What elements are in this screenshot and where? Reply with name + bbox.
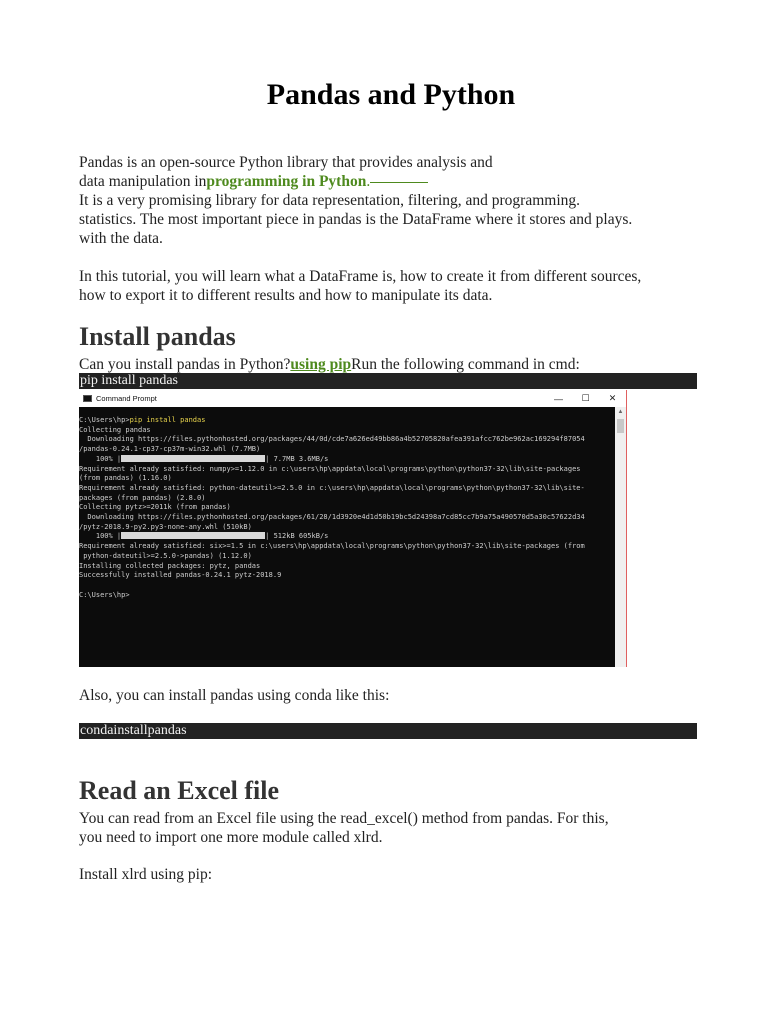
intro-line-1: Pandas is an open-source Python library that provides analysis and xyxy=(79,154,493,171)
scroll-up-icon[interactable]: ▲ xyxy=(617,409,624,415)
conda-paragraph xyxy=(79,686,699,705)
cmd-progress-line: 100% | | 7.7MB 3.6MB/s xyxy=(95,454,329,463)
cmd-output xyxy=(79,407,615,667)
conda-line: Also, you can install pandas using conda like this: xyxy=(79,687,390,704)
progress-bar xyxy=(121,455,265,462)
install-text-suffix: Run the following command in cmd: xyxy=(351,356,580,373)
progress-stats: 512kB 605kB/s xyxy=(273,532,329,541)
cmd-output-line: Collecting pandas xyxy=(79,425,151,434)
close-button[interactable]: ✕ xyxy=(608,393,617,403)
xlrd-paragraph xyxy=(79,865,699,884)
read-excel-heading: Read an Excel file xyxy=(79,776,280,805)
scrollbar-thumb[interactable] xyxy=(617,419,624,433)
cmd-output-line: /pytz-2018.9-py2.py3-none-any.whl (510kB) xyxy=(79,522,252,531)
cmd-output-line: (from pandas) (1.16.0) xyxy=(79,474,172,483)
cmd-output-line: packages (from pandas) (2.8.0) xyxy=(79,493,206,502)
conda-install-code: condainstallpandas xyxy=(79,723,697,739)
cmd-prompt-line xyxy=(79,416,615,426)
cmd-output-line: Downloading https://files.pythonhosted.org/packages/44/0d/cde7a626ed49bb86a4b52705820afea391afcc762be962ac169294f87054 xyxy=(79,435,585,444)
cmd-blank-line xyxy=(79,581,615,591)
intro-paragraph xyxy=(79,153,699,248)
cmd-titlebar xyxy=(79,390,626,407)
intro-line-4: statistics. The most important piece in pandas is the DataFrame where it stores and plays. xyxy=(79,211,633,228)
cmd-scrollbar[interactable] xyxy=(615,407,626,667)
cmd-output-line: Collecting pytz>=2011k (from pandas) xyxy=(79,503,231,512)
intro-line-2 xyxy=(79,172,699,191)
tutorial-line-2: how to export it to different results and how to manipulate its data. xyxy=(79,287,493,304)
pip-install-code: pip install pandas xyxy=(79,373,697,389)
excel-line-2: you need to import one more module called xlrd. xyxy=(79,829,383,846)
intro-line-5: with the data. xyxy=(79,230,163,247)
using-pip-link[interactable]: using pip xyxy=(290,356,352,373)
cmd-output-line: Downloading https://files.pythonhosted.org/packages/61/28/1d3920e4d1d50b19bc5d24398a7cd85cc7b9a75a490570d5a30c57622d34 xyxy=(79,513,585,522)
progress-stats: 7.7MB 3.6MB/s xyxy=(273,454,329,463)
command-prompt-window xyxy=(79,390,627,667)
programming-in-python-link[interactable]: programming in Python xyxy=(206,173,367,190)
page-title: Pandas and Python xyxy=(266,78,516,111)
excel-line-1: You can read from an Excel file using the read_excel() method from pandas. For this, xyxy=(79,810,609,827)
install-pandas-heading: Install pandas xyxy=(79,322,236,351)
excel-paragraph xyxy=(79,809,699,847)
cmd-output-line: /pandas-0.24.1-cp37-cp37m-win32.whl (7.7MB) xyxy=(79,445,261,454)
intro-line-3: It is a very promising library for data representation, filtering, and programming. xyxy=(79,192,581,209)
cmd-output-line: Requirement already satisfied: six>=1.5 in c:\users\hp\appdata\local\programs\python\python37-32\lib\site-packages (from xyxy=(79,542,585,551)
cmd-command: pip install pandas xyxy=(129,416,206,424)
install-line xyxy=(79,355,699,374)
minimize-button[interactable]: — xyxy=(554,393,563,404)
cmd-output-line: python-dateutil>=2.5.0->pandas) (1.12.0) xyxy=(79,551,252,560)
cmd-output-line: Installing collected packages: pytz, pandas xyxy=(79,561,261,570)
tutorial-line-1: In this tutorial, you will learn what a DataFrame is, how to create it from different sources, xyxy=(79,268,642,285)
cmd-output-line: Requirement already satisfied: python-dateutil>=2.5.0 in c:\users\hp\appdata\local\programs\python\python37-32\lib\site- xyxy=(79,483,585,492)
progress-percent: 100% xyxy=(95,532,113,541)
intro-line-2-prefix: data manipulation in xyxy=(79,173,207,190)
link-underline xyxy=(370,182,428,183)
cmd-window-title: Command Prompt xyxy=(96,394,157,403)
install-paragraph xyxy=(79,355,699,374)
maximize-button[interactable]: ☐ xyxy=(581,393,590,403)
install-text-prefix: Can you install pandas in Python? xyxy=(79,356,291,373)
terminal-icon xyxy=(83,395,92,402)
cmd-final-prompt: C:\Users\hp> xyxy=(79,590,130,599)
cmd-output-line: Successfully installed pandas-0.24.1 pytz-2018.9 xyxy=(79,571,282,580)
progress-percent: 100% xyxy=(95,454,113,463)
intro-line-2-suffix: . xyxy=(366,173,371,190)
cmd-progress-line: 100% | | 512kB 605kB/s xyxy=(95,532,329,541)
cmd-output-line: Requirement already satisfied: numpy>=1.12.0 in c:\users\hp\appdata\local\programs\python\python37-32\lib\site-packages xyxy=(79,464,581,473)
tutorial-paragraph xyxy=(79,267,699,305)
progress-bar xyxy=(121,532,265,539)
cmd-prompt: C:\Users\hp> xyxy=(79,416,130,424)
xlrd-line: Install xlrd using pip: xyxy=(79,866,213,883)
